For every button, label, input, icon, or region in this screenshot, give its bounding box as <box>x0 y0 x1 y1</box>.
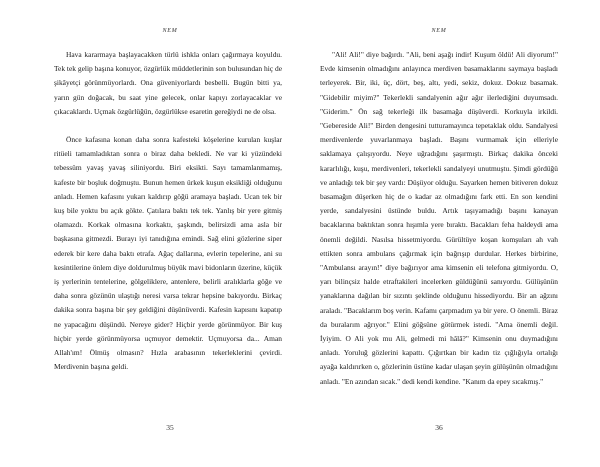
right-page <box>300 0 600 467</box>
left-page-text <box>54 48 282 374</box>
paragraph: "Ali! Ali!" diye bağırdı. "Ali, beni aşağı indir! Kuşum öldü! Ali diyorum!" Evde kimsenin olmadığını anlayınca merdiven basamaklarını saymaya başladı terleyerek. Bir, iki, üç, dört, beş, altı, yedi, sekiz, dokuz. Dokuz basamak. "Gidebilir miyim?" Tekerlekli sandalyenin ağır ağır ilerlediğini duyumsadı. "Giderim." Ön sağ tekerleği ilk basamağa düşüverdi. Korkuyla irkildi. "Gebereside Ali!" Birden dengesini tutturamayınca tepetaklak oldu. Sandalyesi merdivenlerde yuvarlanmaya başladı. Başını vurmamak için elleriyle saklamaya çalışıyordu. Neye uğradığını şaşırmıştı. Birkaç dakika önceki kararlılığı, kuşu, merdivenleri, tekerlekli sandalyeyi unutmuştu. Şimdi gördüğü ve anladığı tek bir şey vardı: Düşüyor olduğu. Sayarken hemen bitiveren dokuz basamağın düşerken hiç de o kadar az olmadığını fark etti. En son kendini yerde, sandalyesini üstünde buldu. Artık taşıyamadığı başını kanayan bacaklarına baktıktan sonra hışımla yere bıraktı. Bacakları feha haldeydi ama önemli değildi. Nasılsa hissetmiyordu. Gürültüye koşan komşuları ah vah ettikten sonra ambulans çağırmak için bağrışıp durdular. Herkes birbirine, "Ambulansı arayın!" diye bağırıyor ama kimsenin eli telefona gitmiyordu. O, yarı bilinçsiz halde etraftakileri incelerken güldüğünü sanıyordu. Gülüşünün yanaklarına dağılan bir sızıntı şeklinde olduğunu hissediyordu. Bir an ağzını araladı. "Bacaklarım boş verin. Kafamı çarpmadım ya bir yere. O önemli. Biraz da buralarım ağrıyor." Elini göğsüne götürmek istedi. "Ama önemli değil. İyiyim. O Ali yok mu Ali, gelmedi mi hâlâ?" Kimsenin onu duymadığını anladı. Yoruluğ gözlerini kapattı. Çığırtkan bir kadın tiz çığlığıyla ortalığı ayağa kaldırırken o, gözlerinin üstüne kadar ulaşan şeyin gülüşünün olmadığını anladı. "En azından sıcak." dedi kendi kendine. "Kanım da epey sıcakmış." <box>320 50 558 386</box>
right-page-text <box>320 48 558 389</box>
page-number-right: 36 <box>435 423 443 432</box>
paragraph: Önce kafasına konan daha sonra kafesteki köşelerine kurulan kuşlar ritüeli tamamladıktan sonra o biraz daha bekledi. Ne var ki yüzündeki tebessüm yavaş yavaş siliniyordu. Biri eksikti. Sayı tamamlanmamış, kafeste bir boşluk doğmuştu. Bunun hemen ürkek kuşun eksikliği olduğunu anladı. Hemen kafasını yukarı kaldırıp göğü aramaya başladı. Ucan tek bir kuş bile yoktu bu açık gökte. Çatılara baktı tek tek. Yanlış bir yere gitmiş olamazdı. Korkak olmasına korkaktı, şaşkındı, belirsizdi ama asla bir başkasına gitmezdi. Burayı iyi tanıdığına emindi. Sağ elini gözlerine siper ederek bir kere daha baktı etrafa. Ağaç dallarına, evlerin tepelerine, ani su kesintilerine önlem diye doldurulmuş büyük mavi bidonların üzerine, küçük iş yerlerinin tentelerine, gölgeliklere, antenlere, belirli aralıklarla göğe ve daha sonra gözünün ulaştığı neresi varsa tekrar hepsine bakıyordu. Birkaç dakika sonra başına bir şey geldiğini düşünüverdi. Kafesin kapısını kapatıp ne yapacağını düşündü. Nereye gider? Hiçbir yerde görünmüyor. Bir kuş hiçbir yerde görünmüyorsa uçmuyor demektir. Uçmuyorsa da... Aman Allah'ım! Ölmüş olmasın? Hızla arabasının tekerleklerini çevirdi. Merdivenin başına geldi. <box>54 135 282 372</box>
page-number-left: 35 <box>166 423 174 432</box>
paragraph: Hava kararmaya başlayacakken türlü ishkla onları çağırmaya koyuldu. Tek tek gelip başına konuyor, özgürlük müddetlerinin son bulusundan hiç de şikâyetçi görünmüyorlardı. Ona güveniyorlardı besbelli. Bugün bitti ya, yarın gün doğacak, bu saat yine gelecek, onlar kapıyı zorlayacaklar ve çıkacaklardı. Uçmak özgürlüğün, özgürlükse esaretin gereğiydi ne de olsa. <box>54 50 282 116</box>
running-head-left: NEM <box>162 28 178 34</box>
running-head-right: NEM <box>431 28 447 34</box>
